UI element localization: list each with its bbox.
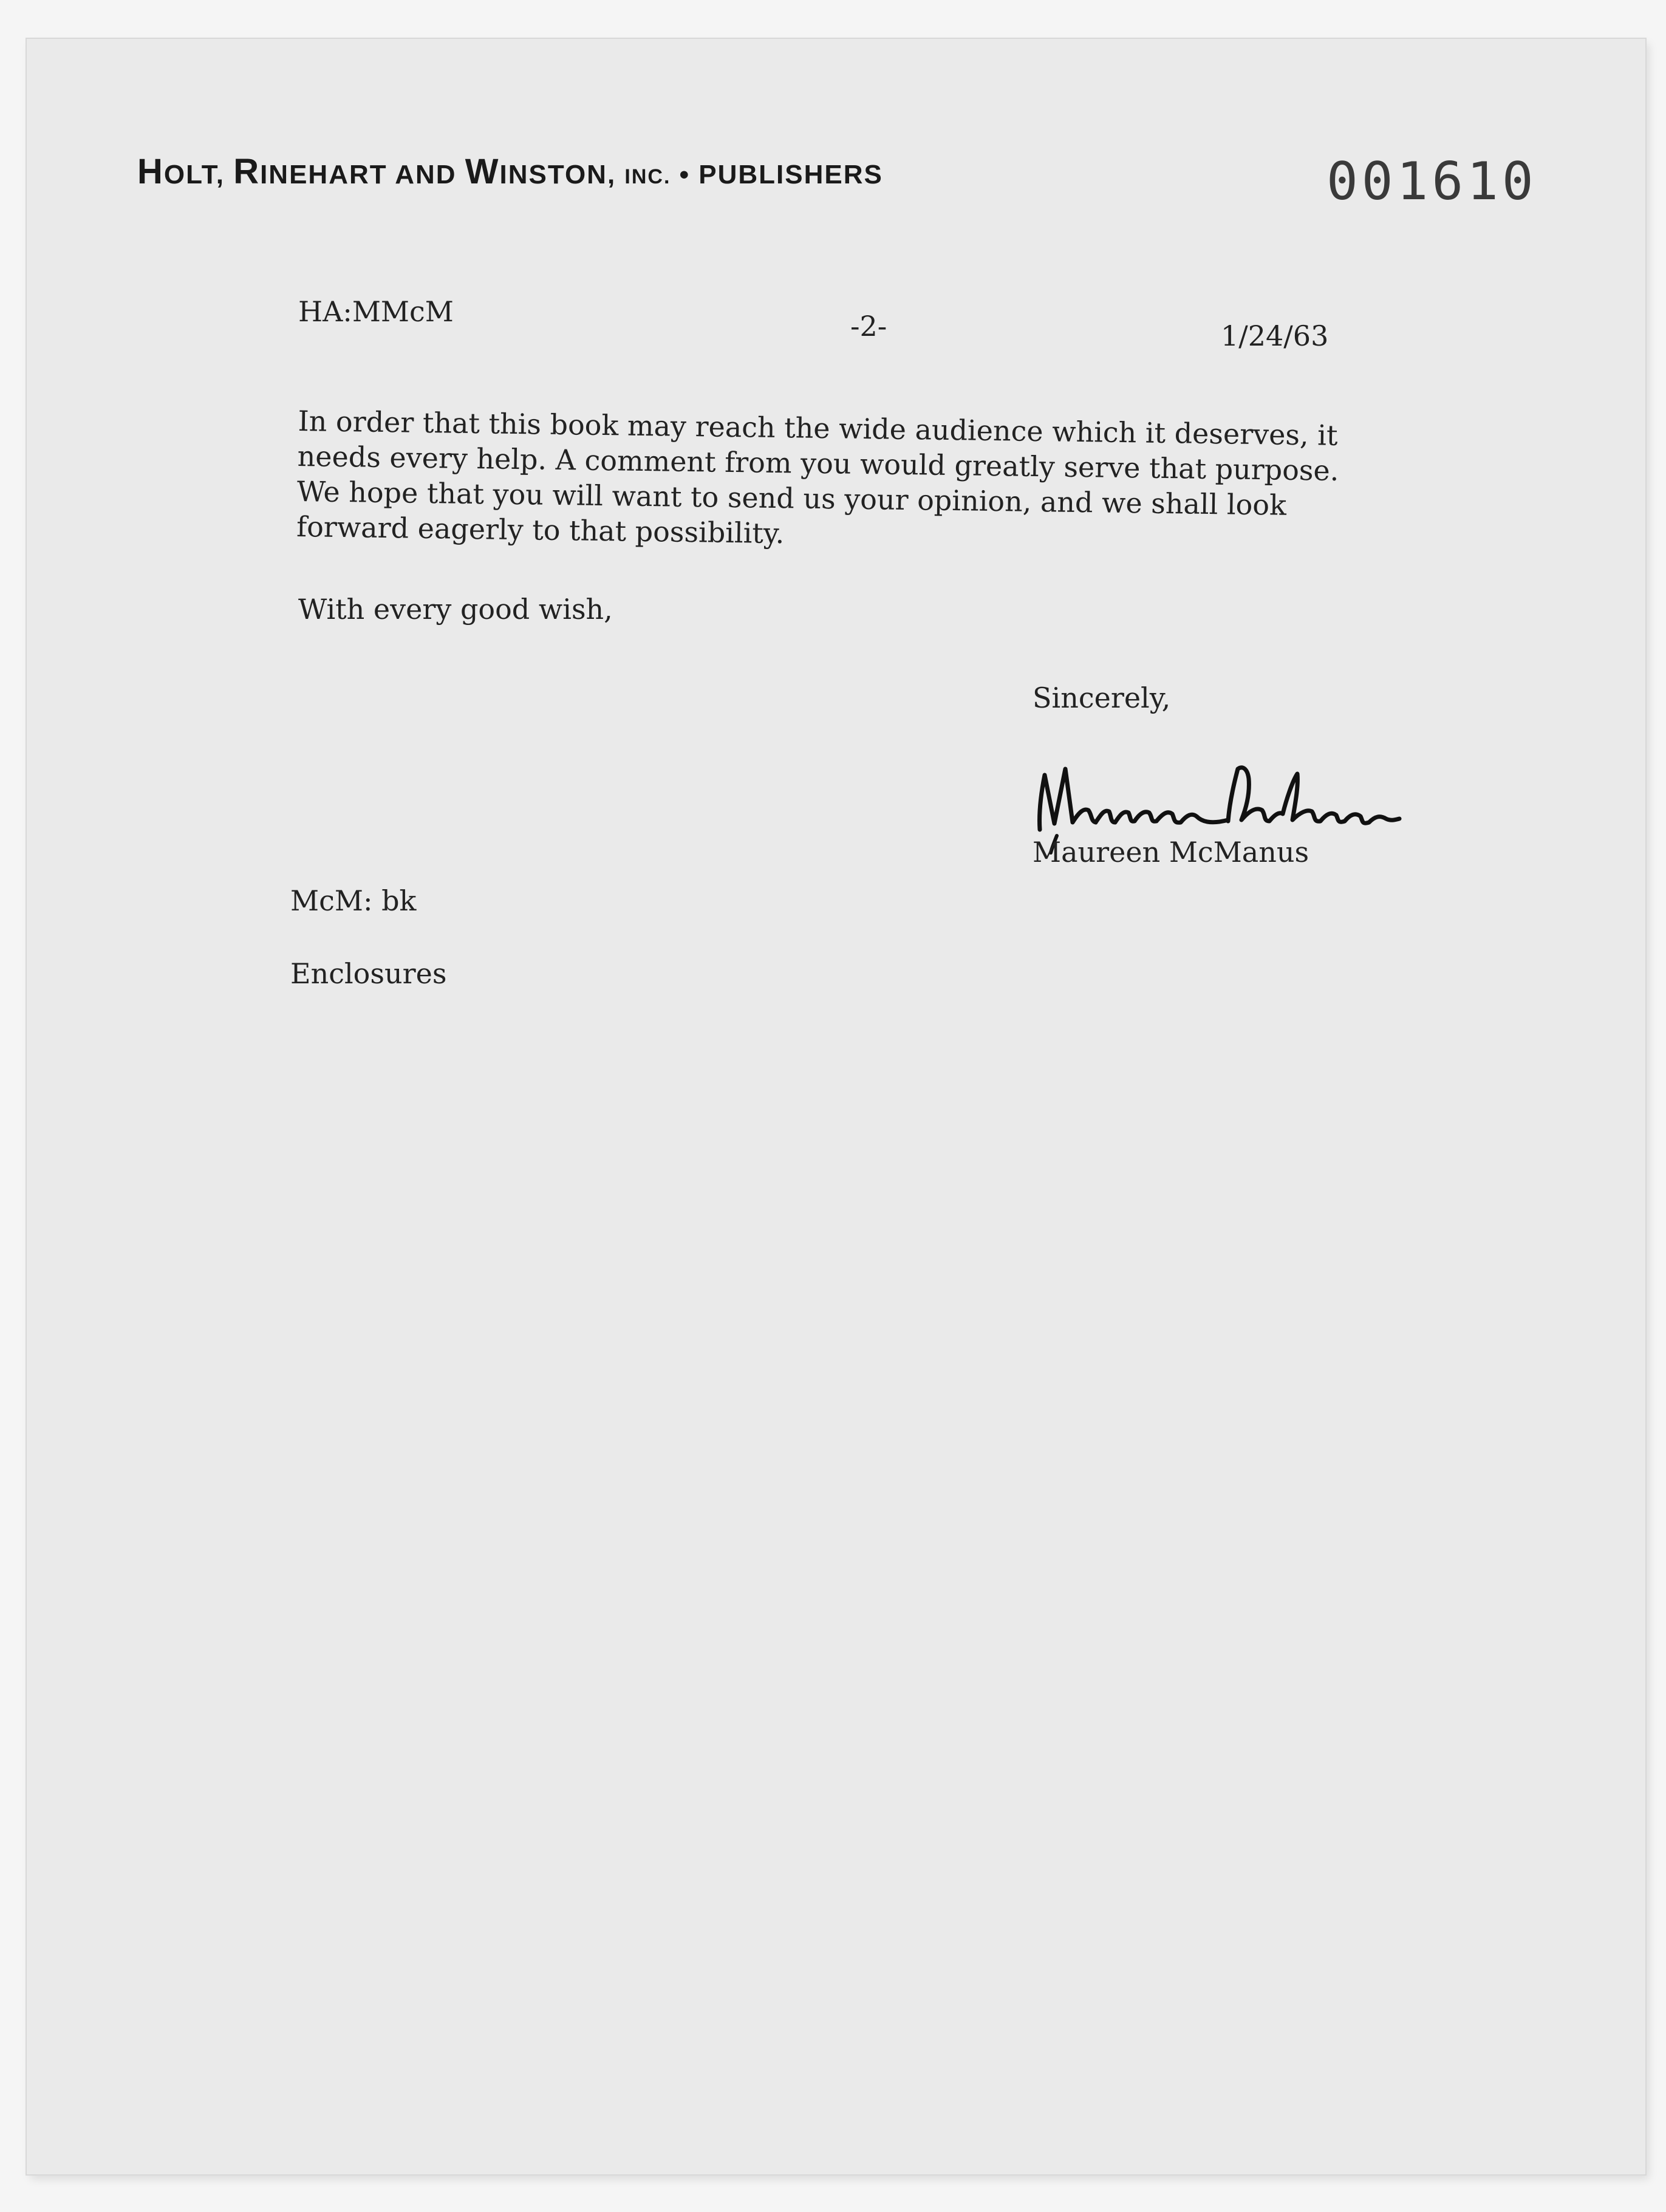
letterhead-w: W	[465, 152, 500, 191]
body-paragraph	[296, 403, 1501, 561]
letterhead-inc: INC.	[624, 165, 671, 188]
letterhead-h: H	[137, 152, 164, 191]
letterhead-inston: INSTON,	[499, 160, 625, 189]
letterhead-inehart-and: INEHART AND	[260, 160, 465, 189]
typist-initials: McM: bk	[290, 884, 417, 917]
letterhead-olt: OLT,	[163, 160, 234, 189]
complimentary-close: Sincerely,	[1033, 681, 1171, 714]
letterhead-r: R	[233, 152, 261, 191]
page-number: -2-	[850, 310, 887, 343]
body-line: We hope that you will want to send us your opinion, and we shall look	[296, 474, 1287, 522]
letterhead	[137, 151, 883, 192]
closing-wish: With every good wish,	[298, 593, 613, 626]
reference-initials: HA:MMcM	[298, 295, 454, 328]
file-number-stamp: 001610	[1326, 151, 1537, 212]
letterhead-publishers: • PUBLISHERS	[671, 160, 883, 189]
body-line: needs every help. A comment from you would greatly serve that purpose.	[297, 439, 1339, 487]
letter-sheet	[27, 39, 1645, 2174]
enclosures-note: Enclosures	[290, 957, 447, 990]
body-line: forward eagerly to that possibility.	[296, 510, 785, 550]
signer-name: Maureen McManus	[1033, 836, 1309, 869]
body-line: In order that this book may reach the wide audience which it deserves, it	[298, 404, 1338, 452]
letter-date: 1/24/63	[1221, 319, 1329, 352]
